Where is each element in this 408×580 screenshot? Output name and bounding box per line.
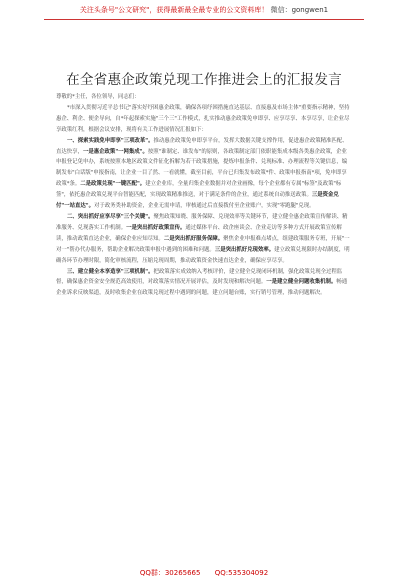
paragraph-text: 聚焦企业申报难点堵点，组建政策服务专班，开展"一对一"帮办代办服务，帮助企业解决政策申报中遇到的困难和问题。 [56, 235, 350, 253]
paragraph-text: 建立企业库，全量归集企业数据并对企业画像，每个企业都有专属"标签"及政策"标签"，依托惠企政策兑现平台智能匹配，实现政策精准推送，对于满足条件的企业，通过系统自动推送政策。 [56, 181, 342, 199]
paragraph-text: 畅通企业诉求反映渠道，及时收集企业在政策兑现过程中遇到的问题，建立问题台账，实行销号管理，推动问题解决。 [56, 279, 348, 297]
paragraph-heading: 一是惠企政策"一网集成"。 [82, 148, 148, 155]
body-paragraph [56, 136, 352, 212]
paragraph-text: 按照"谁制定、谁发布"的原则，各政策制定部门依职能集成本级各类惠企政策，企业申报登记免申办，系统按照本地区政策文件征化拆解为若干政策措施，提炼申报条件、兑现标准、办理流程等关键信息，编制发布"白话版"申报指南，让企业一目了然、一看就懂，截至目前，平台已归集发布政策*件、政策申报指南*项，免申即享政策*条。 [56, 148, 348, 188]
footer-qq: QQ:535304092 [214, 569, 269, 577]
paragraph-heading: 一是突出抓好政策宣传。 [126, 224, 186, 231]
paragraph-heading: 一是建立健全问题收集机制。 [266, 279, 337, 286]
greeting: 尊敬的*主任，各位领导，同志们： [56, 94, 140, 100]
paragraph-heading: 三、建立健全本享造享"三项机制"。 [67, 268, 154, 275]
paragraph-text: 对于政务类补助资金，企业无需申请，审核通过后直接拨付至企业账户，实现"零跑腿"兑现。 [93, 203, 315, 210]
paragraph-heading: 二、突出抓好应享尽享"三个关键"。 [67, 213, 154, 220]
header-divider [44, 19, 364, 20]
paragraph-heading: 一、探索实践免申即享"三项改革"。 [67, 137, 154, 144]
paragraph-heading: 三是资金兑付"一站直达"。 [56, 192, 339, 210]
top-banner [0, 6, 408, 15]
paragraph-heading: 二是政策兑现"一键匹配"。 [80, 181, 146, 188]
banner-left-text: 关注头条号"公文研究"，获得最新最全最专业的公文资料库！ [79, 6, 269, 14]
document-title: 在全省惠企政策兑现工作推进会上的汇报发言 [66, 72, 342, 88]
body-paragraph [56, 103, 352, 136]
document-body [56, 92, 352, 299]
paragraph-text: 推动惠企政策免申即享平台，发挥大数据关键支撑作用，促进惠企政策精准匹配、直达快享， [56, 137, 348, 155]
paragraph-heading: 二是突出抓好服务保障。 [163, 235, 224, 242]
paragraph-text: 通过媒体平台、政企座谈会、企业走访等多种方式开展政策宣传解读，推动政策直达企业，确保企业应知尽知。 [56, 224, 342, 242]
paragraph-heading: 三是突出抓好兑现效率。 [214, 246, 275, 253]
footer [0, 568, 408, 578]
body-paragraph [56, 267, 352, 300]
paragraph-text: 聚焦政策知晓、服务保障、兑现效率等关键环节，建立健全惠企政策宣传解读、精准服务、兑现落实工作机制。 [56, 213, 348, 231]
footer-qq-group: QQ群：30265665 [139, 569, 201, 577]
banner-wechat-text: 微信：gongwen1 [270, 6, 329, 14]
paragraph-text: 把政策落实成效纳入考核评价，建立健全兑现闭环机制，强化政策兑现全过程监督，确保惠企资金安全规范高效使用，对政策落实情况开展评估，及时发现和解决问题。 [56, 268, 343, 286]
paragraph-text: 建立政策兑现限时办结制度，明确各环节办理时限，简化审核流程，压缩兑现周期，推动政策资金快速直达企业，确保应享尽享。 [56, 246, 350, 264]
body-paragraph [56, 212, 352, 267]
paragraph-text: *市深入贯彻习近平总书记"落实好纾困惠企政策，确保各项纾困措施直达基层、直接惠及市场主体"重要指示精神，坚持惠企、利企、便企导向，自*年起探索实施"三个三"工作模式，扎实推动惠企政策免申即享、应享尽享、本享尽享，让企业尽享政策红利，根据会议安排，现将有关工作进展情况汇报如下： [56, 104, 350, 133]
